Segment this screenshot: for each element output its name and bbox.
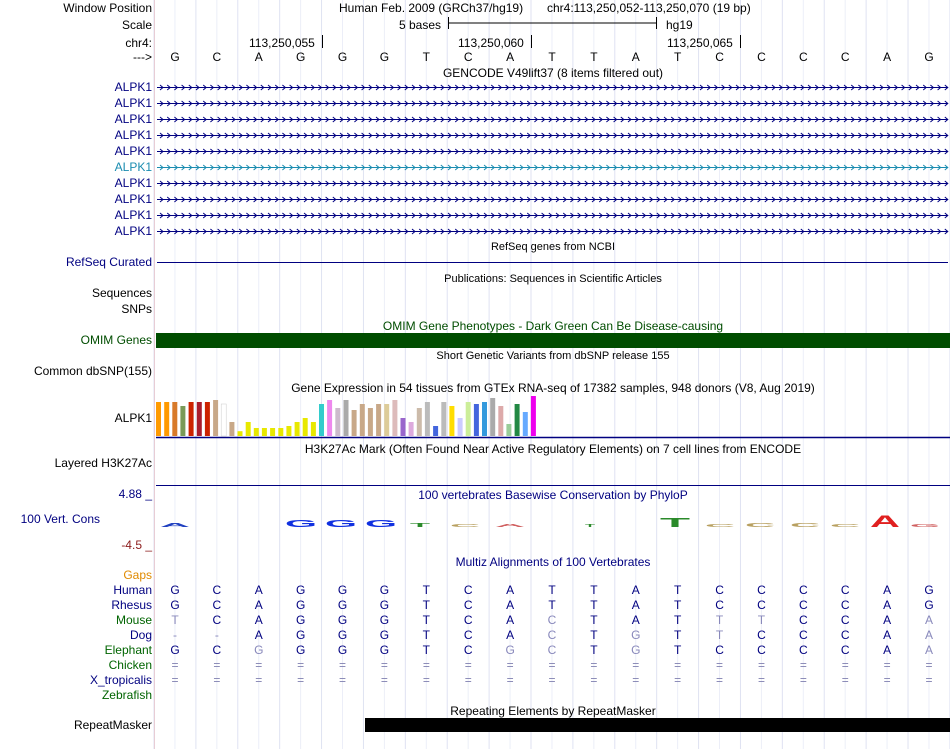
gencode-transcript-label[interactable]: ALPK1 xyxy=(114,128,152,142)
alignment-base: C xyxy=(840,583,850,597)
alignment-base: = xyxy=(297,673,305,687)
species-label[interactable]: Zebrafish xyxy=(101,688,152,702)
alignment-base: C xyxy=(212,583,222,597)
alignment-base: T xyxy=(548,583,556,597)
reference-base: C xyxy=(799,50,808,64)
strand-arrow-label: ---> xyxy=(133,50,152,64)
alignment-base: G xyxy=(631,643,641,657)
alignment-base: G xyxy=(337,628,348,642)
reference-base: C xyxy=(212,50,222,64)
gtex-tissue-bar xyxy=(164,402,169,436)
gtex-tissue-bar xyxy=(327,400,332,436)
reference-base: G xyxy=(924,50,934,64)
alignment-base: G xyxy=(295,613,306,627)
repeatmasker-track-title[interactable]: Repeating Elements by RepeatMasker xyxy=(450,704,656,718)
reference-base: A xyxy=(883,50,892,64)
alignment-base: = xyxy=(548,673,556,687)
gtex-tissue-bar xyxy=(156,402,161,436)
alignment-base: T xyxy=(422,613,430,627)
gencode-transcript-label[interactable]: ALPK1 xyxy=(114,176,152,190)
cons-track-label[interactable]: 100 Vert. Cons xyxy=(20,512,100,526)
alignment-base: T xyxy=(171,613,179,627)
alignment-base: = xyxy=(841,658,849,672)
gtex-tissue-bar xyxy=(205,402,210,436)
conservation-logo-letter: T xyxy=(410,522,432,529)
reference-base: T xyxy=(422,50,430,64)
gencode-transcript-label[interactable]: ALPK1 xyxy=(114,144,152,158)
alignment-base: G xyxy=(379,598,390,612)
gtex-tissue-bar xyxy=(319,404,324,436)
alignment-base: T xyxy=(590,643,598,657)
species-label[interactable]: Human xyxy=(113,583,152,597)
gtex-tissue-bar xyxy=(401,418,406,436)
alignment-base: T xyxy=(674,628,682,642)
alignment-base: G xyxy=(337,613,348,627)
alignment-base: = xyxy=(925,673,933,687)
conservation-logo-letter: G xyxy=(285,518,317,530)
alignment-base: A xyxy=(631,613,640,627)
species-label[interactable]: Chicken xyxy=(108,658,152,672)
gtex-tissue-bar xyxy=(498,406,503,436)
alignment-base: C xyxy=(757,583,766,597)
alignment-base: T xyxy=(590,613,598,627)
alignment-base: G xyxy=(379,628,390,642)
species-label[interactable]: Dog xyxy=(129,628,152,642)
alignment-base: T xyxy=(674,598,682,612)
h3k27ac-track-title[interactable]: H3K27Ac Mark (Often Found Near Active Regulatory Elements) on 7 cell lines from ENCODE xyxy=(304,442,802,456)
alignment-base: T xyxy=(590,628,598,642)
alignment-base: C xyxy=(757,598,766,612)
alignment-base: A xyxy=(883,598,892,612)
species-label[interactable]: Rhesus xyxy=(111,598,152,612)
alignment-base: = xyxy=(171,673,179,687)
alignment-base: G xyxy=(170,598,180,612)
gencode-transcript-label[interactable]: ALPK1 xyxy=(114,160,152,174)
gtex-tissue-bar xyxy=(360,404,365,436)
alignment-base: G xyxy=(295,598,306,612)
alignment-base: C xyxy=(840,598,850,612)
alignment-base: = xyxy=(632,673,640,687)
alignment-base: A xyxy=(883,583,892,597)
alignment-base: G xyxy=(295,583,306,597)
reference-base: G xyxy=(295,50,306,64)
gtex-tissue-bar xyxy=(368,408,373,436)
gencode-transcript-label[interactable]: ALPK1 xyxy=(114,224,152,238)
alignment-base: G xyxy=(379,583,390,597)
conservation-logo-letter: A xyxy=(160,522,192,529)
alignment-base: = xyxy=(339,673,347,687)
gtex-tissue-bar xyxy=(474,404,479,436)
gtex-tissue-bar xyxy=(303,418,308,436)
alignment-base: C xyxy=(212,643,222,657)
alignment-base: C xyxy=(757,628,766,642)
alignment-base: = xyxy=(674,658,682,672)
alignment-base: C xyxy=(463,583,473,597)
conservation-logo-letter: G xyxy=(365,518,397,530)
alignment-base: T xyxy=(422,583,430,597)
scale-db-text: hg19 xyxy=(666,18,693,32)
conservation-logo-letter: C xyxy=(745,522,777,529)
reference-base: A xyxy=(631,50,640,64)
gtex-tissue-bar xyxy=(392,400,397,436)
alignment-base: = xyxy=(297,658,305,672)
gencode-transcript-label[interactable]: ALPK1 xyxy=(114,96,152,110)
chrom-label: chr4: xyxy=(125,36,152,50)
gtex-tissue-bar xyxy=(197,402,202,436)
alignment-base: = xyxy=(716,673,724,687)
alignment-base: A xyxy=(506,613,515,627)
alignment-base: T xyxy=(674,613,682,627)
conservation-logo-letter: C xyxy=(705,523,738,529)
alignment-base: = xyxy=(925,658,933,672)
gtex-gene-label[interactable]: ALPK1 xyxy=(114,411,152,425)
gtex-tissue-bar xyxy=(531,396,536,436)
alignment-base: C xyxy=(840,628,850,642)
alignment-base: C xyxy=(547,628,557,642)
alignment-base: = xyxy=(506,658,514,672)
gtex-tissue-bar xyxy=(246,422,251,436)
gtex-tissue-bar xyxy=(409,422,414,436)
conservation-logo-letter: T xyxy=(585,523,597,529)
conservation-logo-letter: C xyxy=(830,523,863,529)
conservation-logo-letter: G xyxy=(910,523,940,529)
alignment-base: G xyxy=(337,583,348,597)
reference-base: T xyxy=(674,50,682,64)
conservation-logo-letter: C xyxy=(790,522,822,529)
alignment-base: C xyxy=(463,613,473,627)
gtex-tissue-bar xyxy=(262,428,267,436)
gtex-tissue-bar xyxy=(238,431,243,436)
alignment-base: = xyxy=(171,658,179,672)
alignment-base: C xyxy=(715,598,724,612)
alignment-base: C xyxy=(547,643,557,657)
alignment-base: C xyxy=(757,643,766,657)
alignment-base: A xyxy=(925,643,934,657)
alignment-base: = xyxy=(422,658,430,672)
alignment-base: A xyxy=(254,583,263,597)
alignment-base: G xyxy=(631,628,641,642)
alignment-base: T xyxy=(422,598,430,612)
conservation-logo-letter: G xyxy=(325,518,357,530)
reference-base: T xyxy=(548,50,556,64)
gtex-tissue-bar xyxy=(449,406,454,436)
species-label[interactable]: X_tropicalis xyxy=(89,673,152,687)
reference-base: A xyxy=(254,50,263,64)
alignment-base: = xyxy=(464,673,472,687)
species-label[interactable]: Mouse xyxy=(115,613,152,627)
alignment-base: G xyxy=(337,598,348,612)
refseq-track-title[interactable]: RefSeq genes from NCBI xyxy=(490,241,616,253)
alignment-base: A xyxy=(506,628,515,642)
gtex-tissue-bar xyxy=(417,408,422,436)
reference-base: G xyxy=(170,50,180,64)
position-text: chr4:113,250,052-113,250,070 (19 bp) xyxy=(547,1,751,15)
reference-base: C xyxy=(463,50,473,64)
gtex-tissue-bar xyxy=(515,404,520,436)
multiz-track-title[interactable]: Multiz Alignments of 100 Vertebrates xyxy=(455,555,651,569)
alignment-base: - xyxy=(214,628,219,642)
gtex-tissue-bar xyxy=(335,408,340,436)
alignment-base: C xyxy=(463,643,473,657)
alignment-base: G xyxy=(924,598,934,612)
alignment-base: G xyxy=(337,643,348,657)
gaps-label[interactable]: Gaps xyxy=(123,568,152,582)
alignment-base: = xyxy=(841,673,849,687)
alignment-base: = xyxy=(548,658,556,672)
gtex-tissue-bar xyxy=(189,402,194,436)
conservation-logo-letter: C xyxy=(450,523,483,529)
alignment-base: C xyxy=(212,598,222,612)
alignment-base: = xyxy=(213,658,221,672)
omim-track-title[interactable]: OMIM Gene Phenotypes - Dark Green Can Be Disease-causing xyxy=(382,319,724,333)
alignment-base: T xyxy=(590,583,598,597)
reference-base: G xyxy=(379,50,390,64)
alignment-base: T xyxy=(422,628,430,642)
alignment-base: = xyxy=(757,658,765,672)
alignment-base: A xyxy=(925,613,934,627)
alignment-base: = xyxy=(255,658,263,672)
conservation-logo-letter: A xyxy=(870,512,900,532)
alignment-base: = xyxy=(464,658,472,672)
alignment-base: = xyxy=(757,673,765,687)
alignment-base: = xyxy=(255,673,263,687)
snps-label[interactable]: SNPs xyxy=(121,302,152,316)
alignment-base: A xyxy=(506,583,515,597)
gtex-tissue-bar xyxy=(278,428,283,436)
position-tick-label: 113,250,060 xyxy=(458,36,524,50)
alignment-base: C xyxy=(799,583,808,597)
common-dbsnp-label[interactable]: Common dbSNP(155) xyxy=(33,364,152,378)
reference-base: C xyxy=(840,50,850,64)
alignment-base: = xyxy=(674,673,682,687)
gtex-tissue-bar xyxy=(270,428,275,436)
gtex-tissue-bar xyxy=(254,428,259,436)
alignment-base: = xyxy=(590,658,598,672)
reference-base: C xyxy=(715,50,724,64)
alignment-base: G xyxy=(379,613,390,627)
scale-label: Scale xyxy=(121,18,152,32)
cons-max-label: 4.88 _ xyxy=(118,487,152,501)
alignment-base: = xyxy=(380,673,388,687)
alignment-base: = xyxy=(799,673,807,687)
gtex-tissue-bar xyxy=(311,422,316,436)
window-position-label: Window Position xyxy=(63,1,152,15)
alignment-base: = xyxy=(799,658,807,672)
gtex-tissue-bar xyxy=(221,404,226,436)
alignment-base: C xyxy=(463,628,473,642)
gtex-tissue-bar xyxy=(286,426,291,436)
alignment-base: C xyxy=(212,613,222,627)
reference-base: T xyxy=(590,50,598,64)
gtex-track-title[interactable]: Gene Expression in 54 tissues from GTEx RNA-seq of 17382 samples, 948 donors (V8, Aug 2019) xyxy=(291,381,815,395)
gtex-tissue-bar xyxy=(352,410,357,436)
gtex-tissue-bar xyxy=(490,398,495,436)
alignment-base: A xyxy=(883,613,892,627)
assembly-text: Human Feb. 2009 (GRCh37/hg19) xyxy=(339,1,524,15)
gtex-tissue-bar xyxy=(425,402,430,436)
gencode-transcript-label[interactable]: ALPK1 xyxy=(114,80,152,94)
gtex-tissue-bar xyxy=(433,426,438,436)
alignment-base: C xyxy=(799,598,808,612)
gencode-transcript-label[interactable]: ALPK1 xyxy=(114,192,152,206)
conservation-logo-letter: A xyxy=(495,523,528,529)
alignment-base: G xyxy=(295,643,306,657)
position-tick-label: 113,250,065 xyxy=(667,36,733,50)
alignment-base: T xyxy=(715,628,724,642)
gtex-tissue-bar xyxy=(213,400,218,436)
omim-genes-label[interactable]: OMIM Genes xyxy=(80,333,152,347)
alignment-base: G xyxy=(924,583,934,597)
alignment-base: = xyxy=(422,673,430,687)
alignment-base: G xyxy=(505,643,515,657)
gtex-tissue-bar xyxy=(441,402,446,436)
gtex-tissue-bar xyxy=(384,404,389,436)
position-tick-label: 113,250,055 xyxy=(249,36,315,50)
alignment-base: A xyxy=(925,628,934,642)
alignment-base: T xyxy=(422,643,430,657)
repeat-element-bar xyxy=(365,718,950,732)
alignment-base: T xyxy=(590,598,598,612)
alignment-base: = xyxy=(339,658,347,672)
alignment-base: C xyxy=(799,628,808,642)
omim-gene-bar xyxy=(156,333,950,348)
gtex-tissue-bar xyxy=(376,404,381,436)
publications-track-title[interactable]: Publications: Sequences in Scientific Articles xyxy=(444,273,662,285)
alignment-base: A xyxy=(254,613,263,627)
alignment-base: G xyxy=(254,643,264,657)
alignment-base: A xyxy=(254,598,263,612)
alignment-base: G xyxy=(170,643,180,657)
alignment-base: C xyxy=(840,613,850,627)
alignment-base: C xyxy=(547,613,557,627)
alignment-base: = xyxy=(380,658,388,672)
alignment-base: A xyxy=(883,628,892,642)
alignment-base: = xyxy=(213,673,221,687)
alignment-base: C xyxy=(799,643,808,657)
alignment-base: T xyxy=(674,643,682,657)
alignment-base: = xyxy=(506,673,514,687)
gtex-tissue-bar xyxy=(229,422,234,436)
conservation-track-title[interactable]: 100 vertebrates Basewise Conservation by PhyloP xyxy=(418,488,688,502)
alignment-base: G xyxy=(295,628,306,642)
alignment-base: A xyxy=(631,583,640,597)
alignment-base: C xyxy=(799,613,808,627)
species-label[interactable]: Elephant xyxy=(104,643,152,657)
alignment-base: - xyxy=(173,628,177,642)
conservation-logo-letter: T xyxy=(660,515,691,530)
alignment-base: T xyxy=(757,613,766,627)
reference-base: G xyxy=(337,50,348,64)
alignment-base: C xyxy=(463,598,473,612)
alignment-base: = xyxy=(883,673,891,687)
sequences-label[interactable]: Sequences xyxy=(91,286,152,300)
gtex-tissue-bar xyxy=(180,406,185,436)
alignment-base: A xyxy=(883,643,892,657)
repeatmasker-label[interactable]: RepeatMasker xyxy=(73,718,152,732)
layered-h3k27ac-label[interactable]: Layered H3K27Ac xyxy=(54,456,152,470)
alignment-base: G xyxy=(170,583,180,597)
alignment-base: T xyxy=(548,598,556,612)
alignment-base: T xyxy=(715,613,724,627)
gencode-transcript-label[interactable]: ALPK1 xyxy=(114,208,152,222)
gencode-track-title[interactable]: GENCODE V49lift37 (8 items filtered out) xyxy=(442,66,664,80)
gtex-tissue-bar xyxy=(482,402,487,436)
alignment-base: A xyxy=(254,628,263,642)
alignment-base: A xyxy=(506,598,515,612)
cons-min-label: -4.5 _ xyxy=(121,538,152,552)
reference-base: A xyxy=(506,50,515,64)
gtex-tissue-bar xyxy=(458,418,463,436)
alignment-base: = xyxy=(883,658,891,672)
alignment-base: C xyxy=(715,643,724,657)
gtex-tissue-bar xyxy=(172,402,177,436)
alignment-base: = xyxy=(632,658,640,672)
gencode-transcript-label[interactable]: ALPK1 xyxy=(114,112,152,126)
alignment-base: T xyxy=(674,583,682,597)
gtex-tissue-bar xyxy=(523,412,528,436)
alignment-base: G xyxy=(379,643,390,657)
gtex-tissue-bar xyxy=(344,400,349,436)
refseq-curated-label[interactable]: RefSeq Curated xyxy=(65,255,152,269)
dbsnp-track-title[interactable]: Short Genetic Variants from dbSNP release 155 xyxy=(436,350,670,362)
alignment-base: = xyxy=(716,658,724,672)
gtex-tissue-bar xyxy=(466,402,471,436)
scale-bar-text: 5 bases xyxy=(399,18,442,32)
gtex-tissue-bar xyxy=(506,424,511,436)
gtex-tissue-bar xyxy=(295,422,300,436)
alignment-base: = xyxy=(590,673,598,687)
alignment-base: C xyxy=(840,643,850,657)
alignment-base: C xyxy=(715,583,724,597)
alignment-base: A xyxy=(631,598,640,612)
reference-base: C xyxy=(757,50,766,64)
